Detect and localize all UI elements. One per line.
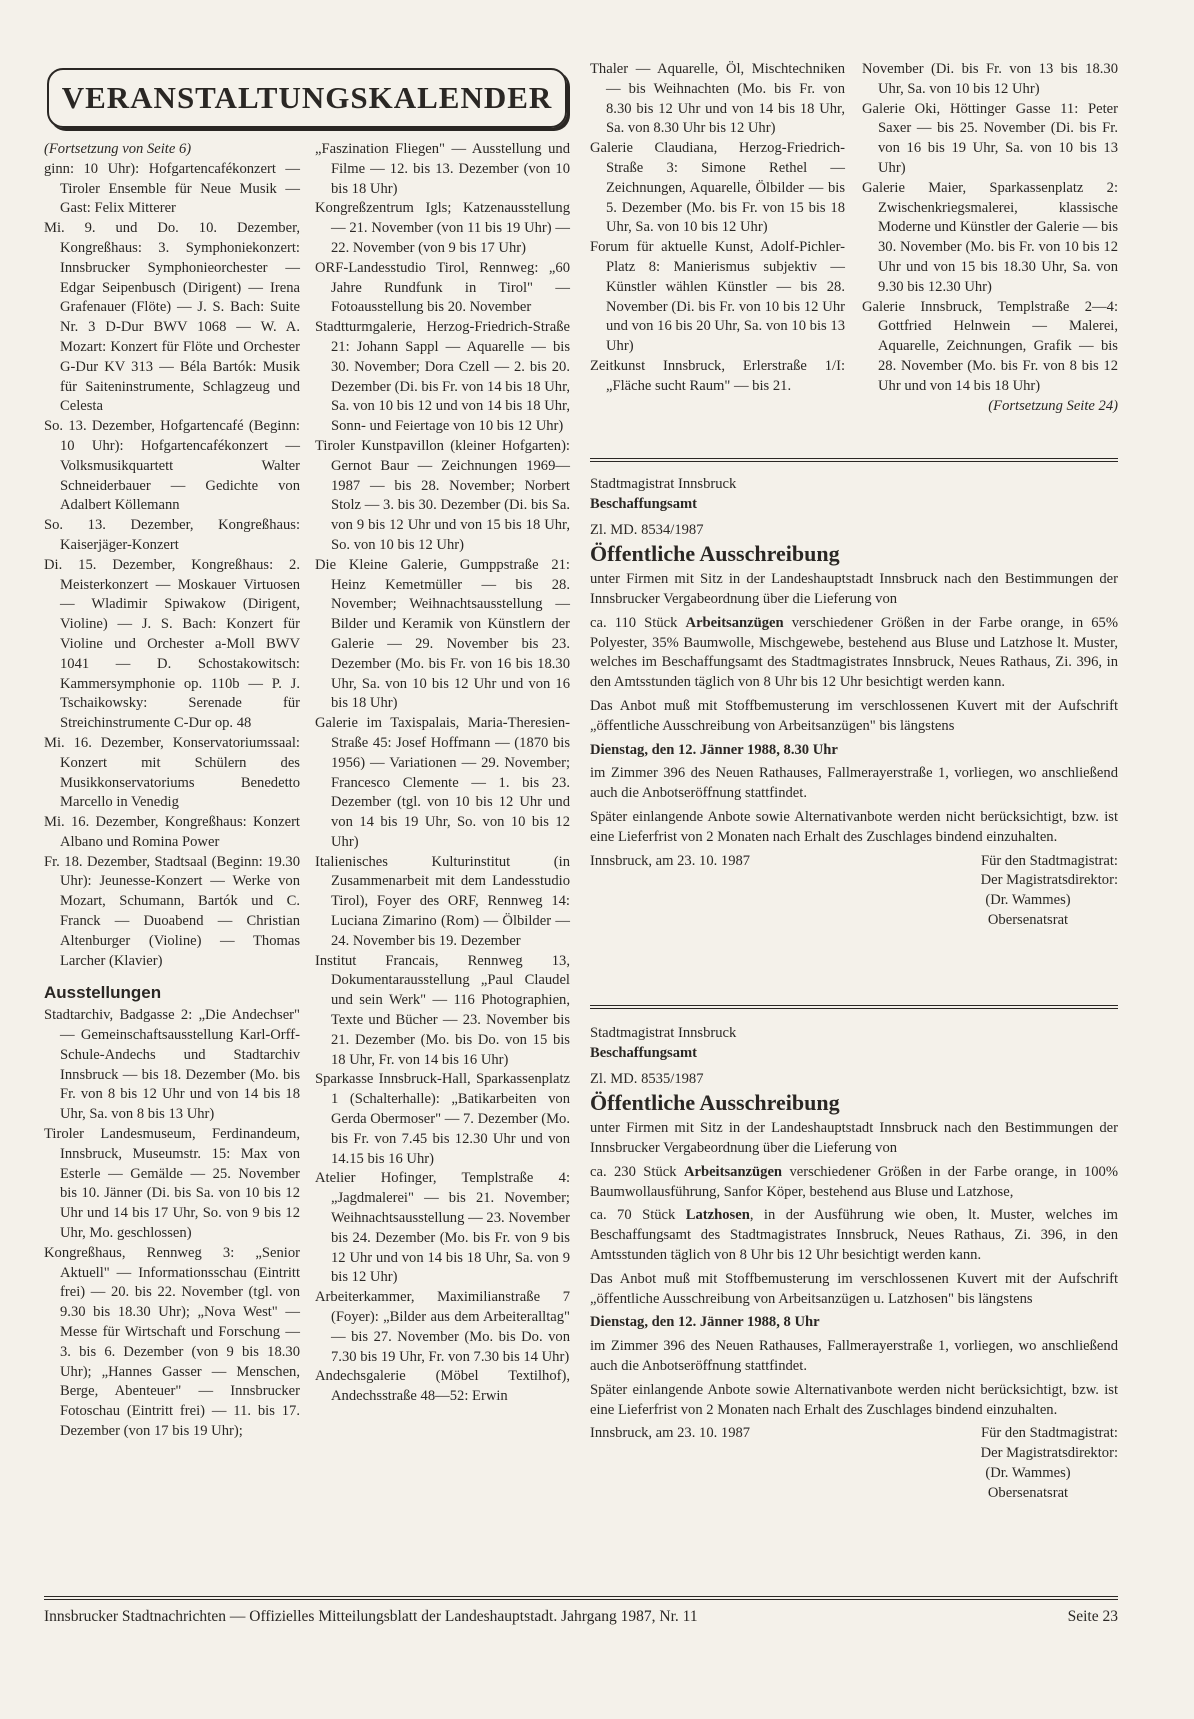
signature-title bbox=[938, 852, 1118, 892]
list-item: Galerie Innsbruck, Templstraße 2—4: Gottfried Helnwein — Malerei, Aquarelle, Zeichnungen, Grafik — bis 28. November (Mo. bis Fr. von 8 bis 12 Uhr und von 14 bis 18 Uhr) bbox=[862, 298, 1118, 394]
tender-notice-2 bbox=[590, 1024, 1118, 1504]
notice-intro: unter Firmen mit Sitz in der Landeshauptstadt Innsbruck nach den Bestimmungen der Innsbrucker Vergabeordnung über die Lieferung von bbox=[590, 1120, 1118, 1156]
list-item: Stadtarchiv, Badgasse 2: „Die Andechser" — Gemeinschaftsausstellung Karl-Orff-Schule-Andechs und Stadtarchiv Innsbruck — bis 18. Dezember (Mo. bis Fr. von 8 bis 12 Uhr und von 14 bis 18 Uhr, Sa. von 8 bis 13 Uhr) bbox=[44, 1007, 300, 1123]
notice-deadline: Dienstag, den 12. Jänner 1988, 8 Uhr bbox=[590, 1314, 820, 1331]
list-item: Tiroler Kunstpavillon (kleiner Hofgarten): Gernot Baur — Zeichnungen 1969—1987 — bis 28. November; Norbert Stolz — 3. bis 30. Dezember (Di. bis Sa. von 9 bis 12 Uhr und von 15 bis 18 Uhr, So. von 10 bis 12 Uhr) bbox=[315, 437, 570, 553]
continued-note: (Fortsetzung von Seite 6) bbox=[44, 141, 192, 157]
notice-room: im Zimmer 396 des Neuen Rathauses, Fallmerayerstraße 1, vorliegen, wo anschließend auch die Anbotseröffnung stattfindet. bbox=[590, 765, 1118, 802]
list-item: Zeitkunst Innsbruck, Erlerstraße 1/I: „Fläche sucht Raum" — bis 21. bbox=[590, 357, 845, 394]
place-date: Innsbruck, am 23. 10. 1987 bbox=[590, 1425, 751, 1442]
list-item: November (Di. bis Fr. von 13 bis 18.30 Uhr, Sa. von 10 bis 12 Uhr) bbox=[862, 61, 1118, 97]
list-item: Andechsgalerie (Möbel Textilhof), Andechsstraße 48—52: Erwin bbox=[315, 1368, 570, 1405]
column-3 bbox=[590, 60, 845, 397]
notice-reference: Zl. MD. 8535/1987 bbox=[590, 1070, 704, 1087]
notice-department: Beschaffungsamt bbox=[590, 495, 698, 512]
signature-title bbox=[938, 1424, 1118, 1464]
section-heading: Ausstellungen bbox=[44, 983, 162, 1003]
signature-line: Für den Stadtmagistrat: bbox=[980, 852, 1118, 869]
item-text: ca. 110 Stück bbox=[590, 614, 686, 631]
notice-organization: Stadtmagistrat Innsbruck bbox=[590, 476, 737, 492]
column-4 bbox=[862, 60, 1118, 416]
signature-line: Der Magistratsdirektor: bbox=[980, 872, 1118, 889]
list-item: Galerie im Taxispalais, Maria-Theresien-Straße 45: Josef Hoffmann — (1870 bis 1956) — Variationen — 29. November; Francesco Clemente — 1. bis 23. Dezember (tgl. von 10 bis 12 Uhr und von 14 bis 19 Uhr, So. von 10 bis 12 Uhr) bbox=[315, 715, 570, 850]
item-text: , in der Ausführung wie oben, lt. Muster, welches im Beschaffungsamt des Stadtmagistrates Innsbruck, Neues Rathaus, Zi. 396, in den Amtsstunden täglich von 8 Uhr bis 12 Uhr besichtigt werden kann. bbox=[590, 1207, 1118, 1263]
list-item: ORF-Landesstudio Tirol, Rennweg: „60 Jahre Rundfunk in Tirol" — Fotoausstellung bis 20. November bbox=[315, 259, 570, 316]
notice-submit: Das Anbot muß mit Stoffbemusterung im verschlossenen Kuvert mit der Aufschrift „öffentliche Ausschreibung von Arbeitsanzügen u. Latzhosen" bis längstens bbox=[590, 1270, 1118, 1307]
divider bbox=[590, 458, 1118, 462]
place-date: Innsbruck, am 23. 10. 1987 bbox=[590, 852, 751, 869]
signatory-name: (Dr. Wammes) bbox=[985, 1464, 1071, 1481]
signatory bbox=[948, 891, 1108, 931]
list-item: Arbeiterkammer, Maximilianstraße 7 (Foyer): „Bilder aus dem Arbeiteralltag" — bis 27. November (Mo. bis Do. von 7.30 bis 19 Uhr, Fr. von 7.30 bis 14 Uhr) bbox=[315, 1289, 570, 1365]
signatory-rank: Obersenatsrat bbox=[987, 1484, 1069, 1501]
signatory bbox=[948, 1464, 1108, 1504]
item-name: Arbeitsanzügen bbox=[683, 1163, 783, 1180]
notice-title: Öffentliche Ausschreibung bbox=[590, 1090, 840, 1116]
list-item: Forum für aktuelle Kunst, Adolf-Pichler-Platz 8: Manierismus subjektiv — Künstler wählen Künstler — bis 28. November (Di. bis Fr. von 10 bis 12 Uhr und von 16 bis 20 Uhr, Sa. von 10 bis 13 Uhr) bbox=[590, 239, 845, 355]
item-text: ca. 70 Stück bbox=[590, 1207, 686, 1224]
list-item: Di. 15. Dezember, Kongreßhaus: 2. Meisterkonzert — Moskauer Virtuosen — Wladimir Spiwakow (Dirigent, Violine) — J. S. Bach: Konzert für Violine und Orchester a-Moll BWV 1041 — D. Schostakowitsch: Kammersymphonie op. 110b — P. J. Tschaikowsky: Serenade für Streichinstrumente C-Dur op. 48 bbox=[44, 556, 300, 732]
notice-department: Beschaffungsamt bbox=[590, 1044, 698, 1061]
notice-item bbox=[590, 614, 1118, 693]
signatory-rank: Obersenatsrat bbox=[987, 911, 1069, 928]
continued-note: (Fortsetzung Seite 24) bbox=[988, 397, 1118, 414]
signature-line: Für den Stadtmagistrat: bbox=[980, 1425, 1118, 1442]
notice-item bbox=[590, 1163, 1118, 1203]
tender-notice-1 bbox=[590, 475, 1118, 931]
signature-block bbox=[590, 852, 1118, 892]
column-1 bbox=[44, 140, 300, 1442]
signatory-name: (Dr. Wammes) bbox=[985, 892, 1071, 909]
list-item: Sparkasse Innsbruck-Hall, Sparkassenplatz 1 (Schalterhalle): „Batikarbeiten von Gerda Obermoser" — 7. Dezember (Mo. bis Fr. von 7.45 bis 12.30 Uhr und von 14.15 bis 16 Uhr) bbox=[315, 1071, 570, 1167]
item-text: verschiedener Größen in der Farbe orange, in 65% Polyester, 35% Baumwolle, Mischgewebe, bestehend aus Bluse und Latzhose lt. Muster, welches im Beschaffungsamt des Stadtmagistrates Innsbruck, Neues Rathaus, Zi. 396, in den Amtsstunden täglich von 8 Uhr bis 12 Uhr besichtigt werden kann. bbox=[590, 614, 1118, 691]
list-item: ginn: 10 Uhr): Hofgartencafékonzert — Tiroler Ensemble für Neue Musik — Gast: Felix Mitterer bbox=[44, 160, 300, 217]
notice-reference: Zl. MD. 8534/1987 bbox=[590, 521, 704, 538]
notice-late: Später einlangende Anbote sowie Alternativanbote werden nicht berücksichtigt, bzw. ist eine Lieferfrist von 2 Monaten nach Erhalt des Zuschlages bindend einzuhalten. bbox=[590, 1381, 1118, 1418]
list-item: Kongreßzentrum Igls; Katzenausstellung — 21. November (von 11 bis 19 Uhr) — 22. November (von 9 bis 17 Uhr) bbox=[315, 200, 570, 256]
list-item: So. 13. Dezember, Kongreßhaus: Kaiserjäger-Konzert bbox=[44, 517, 300, 553]
notice-title: Öffentliche Ausschreibung bbox=[590, 541, 840, 567]
column-2 bbox=[315, 140, 570, 1407]
item-text: verschiedener Größen in der Farbe orange, in 100% Baumwollausführung, Sanfor Köper, bestehend aus Bluse und Latzhose, bbox=[590, 1163, 1118, 1200]
list-item: Mi. 16. Dezember, Kongreßhaus: Konzert Albano und Romina Power bbox=[44, 814, 300, 850]
list-item: Die Kleine Galerie, Gumppstraße 21: Heinz Kemetmüller — bis 28. November; Weihnachtsausstellung — Bilder und Keramik von Künstlern der Galerie — 29. November bis 23. Dezember (Mo. bis Fr. von 16 bis 18.30 Uhr, Sa. von 10 bis 12 Uhr und von 16 bis 18 Uhr) bbox=[315, 556, 570, 712]
item-name: Latzhosen bbox=[685, 1207, 750, 1224]
list-item: Institut Francais, Rennweg 13, Dokumentarausstellung „Paul Claudel und sein Werk" — 116 Photographien, Texte und Bücher — 23. November bis 21. Dezember (Mo. bis Do. von 15 bis 18 Uhr, Fr. von 14 bis 16 Uhr) bbox=[315, 952, 570, 1068]
list-item: Galerie Oki, Höttinger Gasse 11: Peter Saxer — bis 25. November (Di. bis Fr. von 16 bis 19 Uhr, Sa. von 10 bis 13 Uhr) bbox=[862, 100, 1118, 176]
page-footer bbox=[44, 1608, 1118, 1626]
list-item: Fr. 18. Dezember, Stadtsaal (Beginn: 19.30 Uhr): Jeunesse-Konzert — Werke von Mozart, Schumann, Bartók und C. Franck — Duoabend — Christian Altenburger (Violine) — Thomas Larcher (Klavier) bbox=[44, 853, 300, 969]
page-number: Seite 23 bbox=[1067, 1608, 1118, 1625]
list-item: „Faszination Fliegen" — Ausstellung und Filme — 12. bis 13. Dezember (von 10 bis 18 Uhr) bbox=[315, 141, 570, 197]
list-item: Thaler — Aquarelle, Öl, Mischtechniken — bis Weihnachten (Mo. bis Fr. von 8.30 bis 12 Uhr und von 14 bis 18 Uhr, Sa. von 8.30 Uhr bis 12 Uhr) bbox=[590, 61, 845, 137]
signature-line: Der Magistratsdirektor: bbox=[980, 1445, 1118, 1462]
list-item: Galerie Maier, Sparkassenplatz 2: Zwischenkriegsmalerei, klassische Moderne und Künstler der Galerie — bis 30. November (Mo. bis Fr. von 10 bis 12 Uhr und von 15 bis 18.30 Uhr, Sa. von 9.30 bis 12.30 Uhr) bbox=[862, 179, 1118, 295]
notice-intro: unter Firmen mit Sitz in der Landeshauptstadt Innsbruck nach den Bestimmungen der Innsbrucker Vergabeordnung über die Lieferung von bbox=[590, 571, 1118, 607]
footer-divider bbox=[44, 1596, 1118, 1600]
item-name: Arbeitsanzügen bbox=[685, 614, 784, 631]
list-item: Mi. 16. Dezember, Konservatoriumssaal: Konzert mit Schülern des Musikkonservatoriums Benedetto Marcello in Venedig bbox=[44, 734, 300, 811]
notice-item bbox=[590, 1206, 1118, 1265]
list-item: Atelier Hofinger, Templstraße 4: „Jagdmalerei" — bis 21. November; Weihnachtsausstellung — 23. November bis 24. Dezember (Mo. bis Fr. von 9 bis 12 Uhr und von 14 bis 18 Uhr, Sa. von 9 bis 12 Uhr) bbox=[315, 1170, 570, 1286]
list-item: Mi. 9. und Do. 10. Dezember, Kongreßhaus: 3. Symphoniekonzert: Innsbrucker Symphonieorchester — Edgar Seipenbusch (Dirigent) — Irena Grafenauer (Flöte) — J. S. Bach: Suite Nr. 3 D-Dur BWV 1068 — W. A. Mozart: Konzert für Flöte und Orchester G-Dur KV 313 — Béla Bartók: Musik für Saiteninstrumente, Schlagzeug und Celesta bbox=[44, 220, 300, 415]
signature-block bbox=[590, 1424, 1118, 1464]
publication-line: Innsbrucker Stadtnachrichten — Offizielles Mitteilungsblatt der Landeshauptstadt. Jahrgang 1987, Nr. 11 bbox=[44, 1608, 698, 1625]
page-title: VERANSTALTUNGSKALENDER bbox=[47, 68, 567, 128]
notice-room: im Zimmer 396 des Neuen Rathauses, Fallmerayerstraße 1, vorliegen, wo anschließend auch die Anbotseröffnung stattfindet. bbox=[590, 1338, 1118, 1374]
notice-submit: Das Anbot muß mit Stoffbemusterung im verschlossenen Kuvert mit der Aufschrift „öffentliche Ausschreibung von Arbeitsanzügen" bis längstens bbox=[590, 697, 1118, 734]
list-item: Kongreßhaus, Rennweg 3: „Senior Aktuell" — Informationsschau (Eintritt frei) — 20. bis 22. November (tgl. von 9.30 bis 18.30 Uhr); „Nova West" — Messe für Wirtschaft und Forschung — 3. bis 6. Dezember (von 9 bis 18.30 Uhr); „Hannes Gasser — Menschen, Berge, Abenteuer" — Innsbrucker Fotoschau (Eintritt frei) — 11. bis 17. Dezember (von 17 bis 19 Uhr); bbox=[44, 1244, 300, 1439]
notice-late: Später einlangende Anbote sowie Alternativanbote werden nicht berücksichtigt, bzw. ist eine Lieferfrist von 2 Monaten nach Erhalt des Zuschlages bindend einzuhalten. bbox=[590, 808, 1118, 845]
notice-organization: Stadtmagistrat Innsbruck bbox=[590, 1025, 737, 1041]
list-item: Stadtturmgalerie, Herzog-Friedrich-Straße 21: Johann Sappl — Aquarelle — bis 30. November; Dora Czell — 2. bis 20. Dezember (Di. bis Fr. von 14 bis 18 Uhr, Sa. von 10 bis 12 und von 14 bis 18 Uhr, Sonn- und Feiertage von 10 bis 12 Uhr) bbox=[315, 319, 570, 435]
list-item: So. 13. Dezember, Hofgartencafé (Beginn: 10 Uhr): Hofgartencafékonzert — Volksmusikquartett Walter Schneiderbauer — Gedichte von Adalbert Köllemann bbox=[44, 418, 300, 514]
item-text: ca. 230 Stück bbox=[590, 1163, 684, 1180]
list-item: Galerie Claudiana, Herzog-Friedrich-Straße 3: Simone Rethel — Zeichnungen, Aquarelle, Ölbilder — bis 5. Dezember (Mo. bis Fr. von 15 bis 18 Uhr, Sa. von 10 bis 12 Uhr) bbox=[590, 140, 845, 236]
divider bbox=[590, 1005, 1118, 1009]
notice-deadline: Dienstag, den 12. Jänner 1988, 8.30 Uhr bbox=[590, 741, 838, 758]
list-item: Tiroler Landesmuseum, Ferdinandeum, Innsbruck, Museumstr. 15: Max von Esterle — Gemälde — 25. November bis 10. Jänner (Di. bis Sa. von 10 bis 12 Uhr und 14 bis 17 Uhr, So. von 9 bis 12 Uhr, Mo. geschlossen) bbox=[44, 1126, 300, 1242]
list-item: Italienisches Kulturinstitut (in Zusammenarbeit mit dem Landesstudio Tirol), Foyer des ORF, Rennweg 14: Luciana Zimarino (Rom) — Ölbilder — 24. November bis 19. Dezember bbox=[315, 853, 570, 949]
